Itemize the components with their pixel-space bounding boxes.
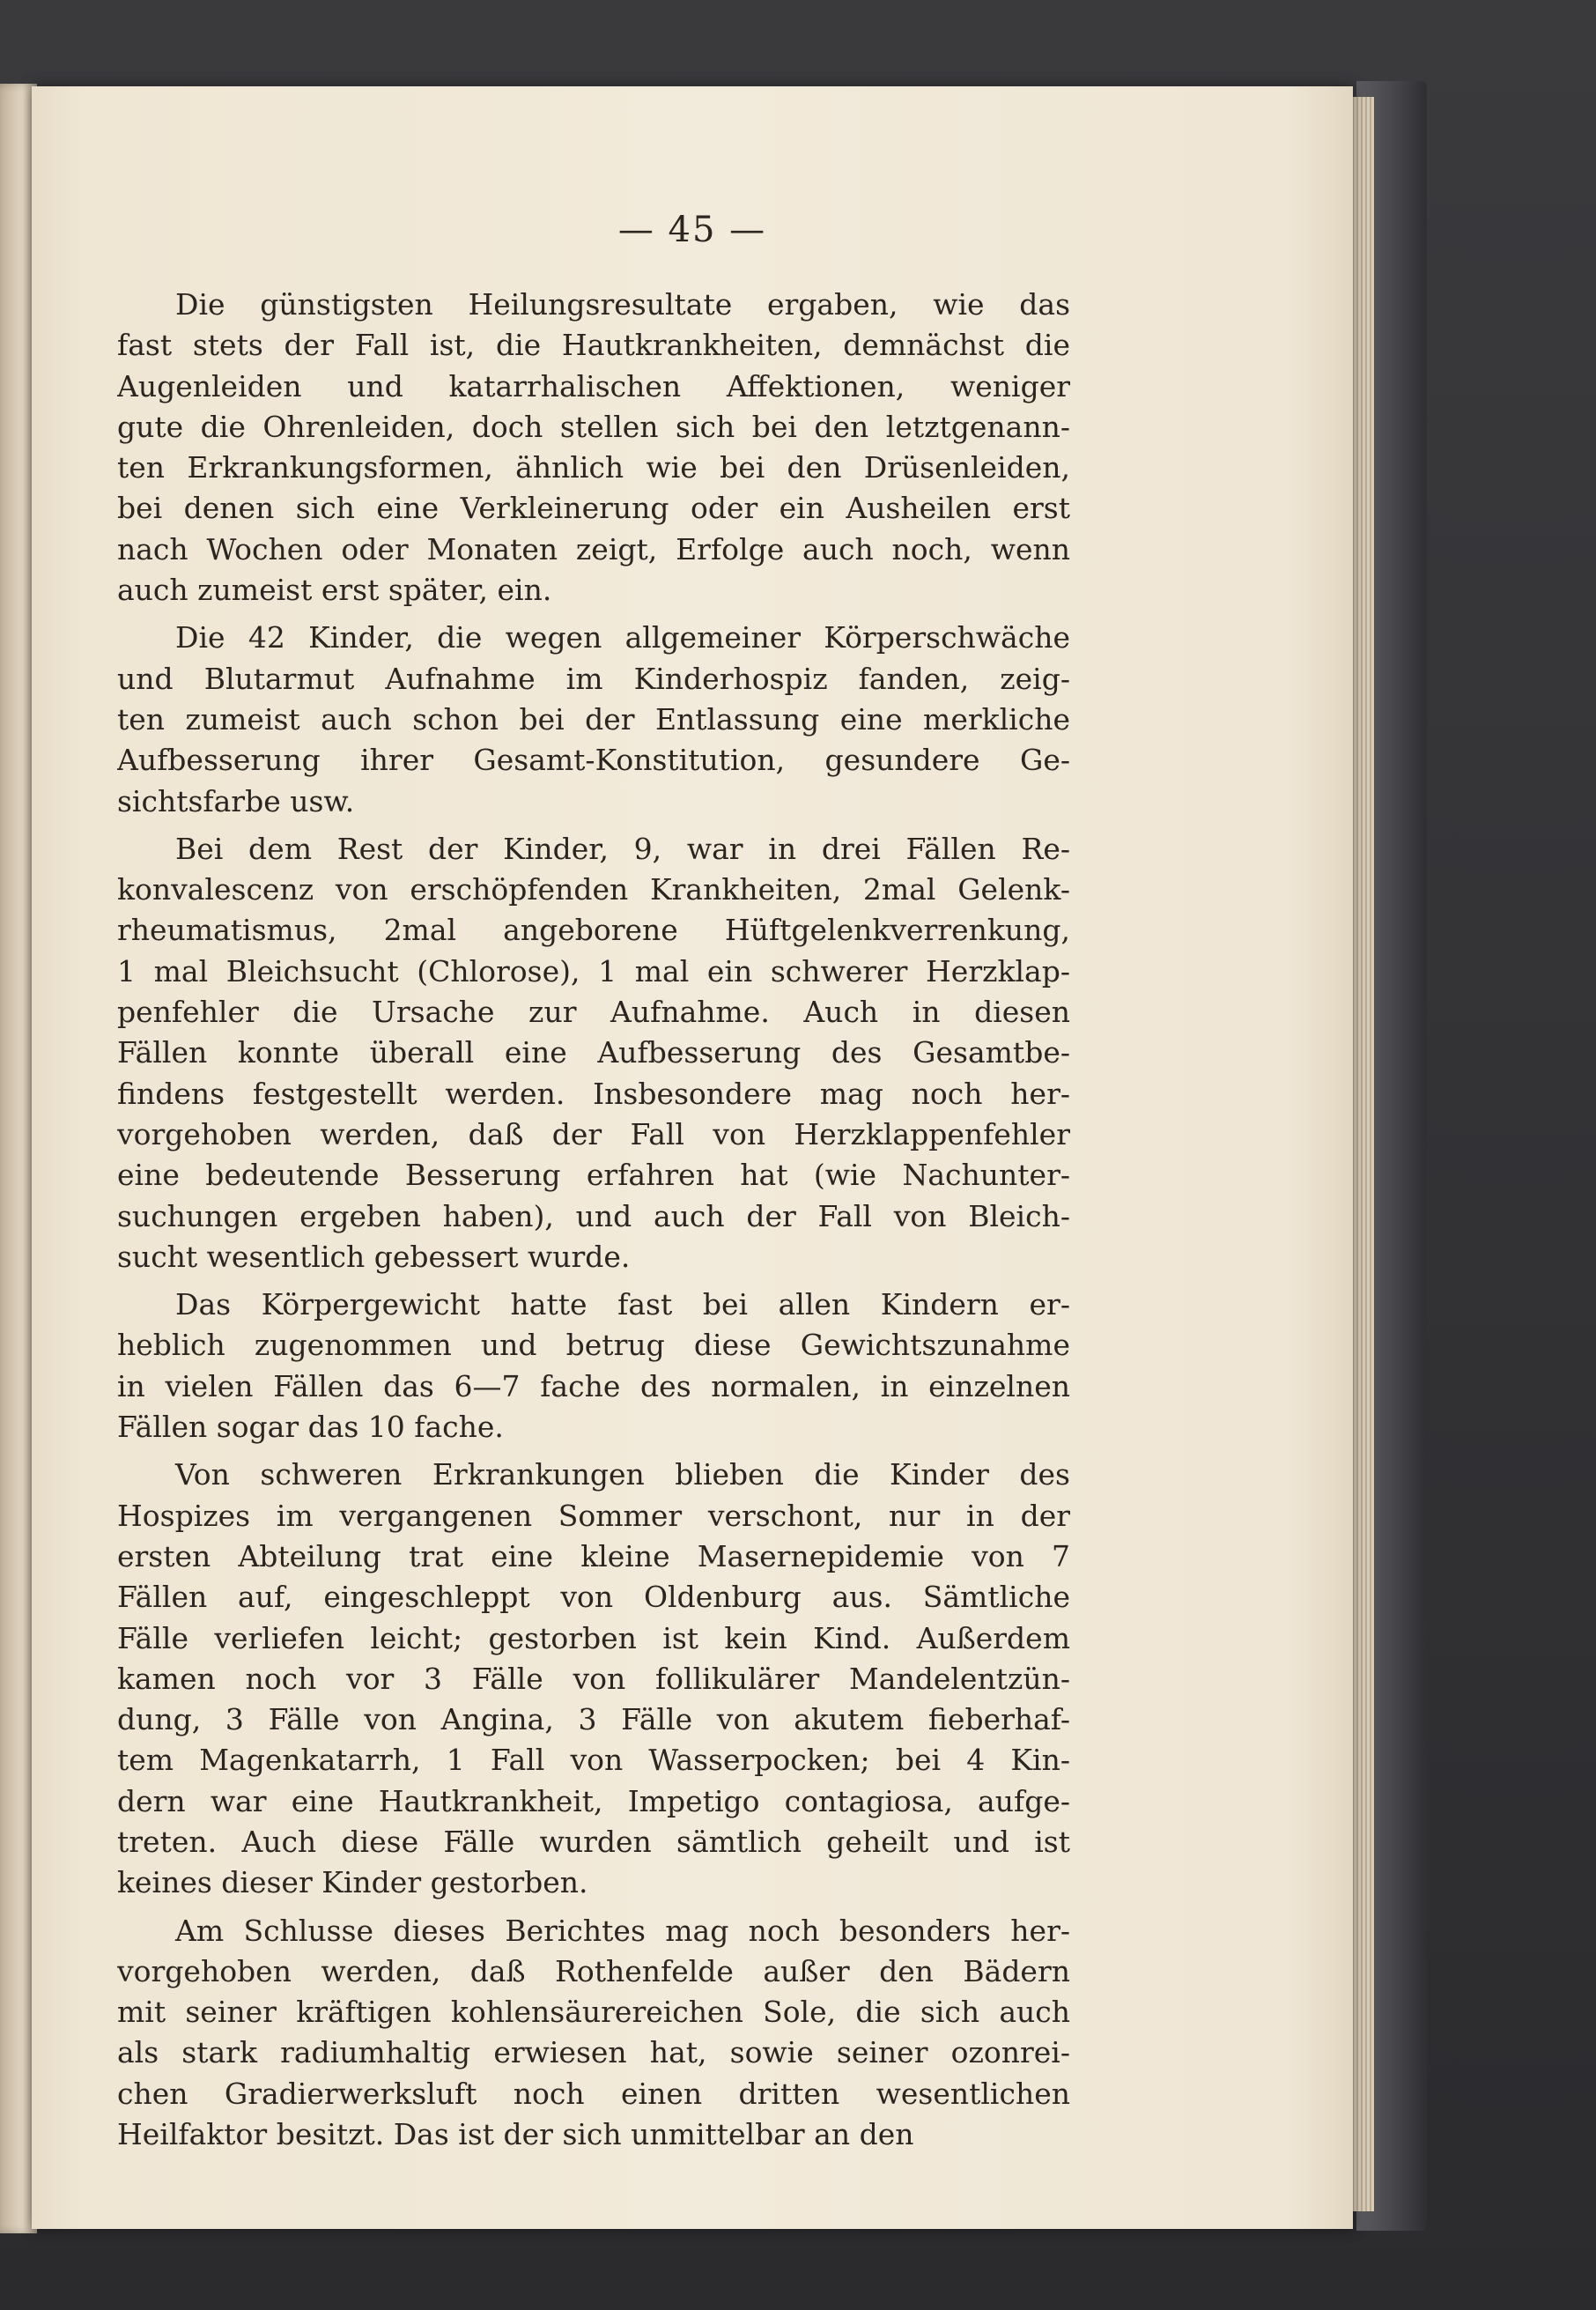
paragraph xyxy=(117,829,1070,1277)
text-line: konvalescenz von erschöpfenden Krankheiten, 2mal Gelenk- xyxy=(117,872,1070,907)
text-line: Fällen konnte überall eine Aufbesserung des Gesamtbe- xyxy=(117,1035,1070,1070)
text-line: rheumatismus, 2mal angeborene Hüftgelenkverrenkung, xyxy=(117,913,1070,948)
page-number: — 45 — xyxy=(617,210,767,250)
text-line: dern war eine Hautkrankheit, Impetigo contagiosa, aufge- xyxy=(117,1783,1070,1818)
text-line: heblich zugenommen und betrug diese Gewichtszunahme xyxy=(117,1328,1070,1363)
text-line: ten zumeist auch schon bei der Entlassung eine merkliche xyxy=(117,701,1070,737)
text-line: Fällen auf, eingeschleppt von Oldenburg aus. Sämtliche xyxy=(117,1580,1070,1615)
paragraph xyxy=(117,1285,1070,1447)
text-line: tem Magenkatarrh, 1 Fall von Wasserpocken; bei 4 Kin- xyxy=(117,1743,1070,1778)
text-line: sucht wesentlich gebessert wurde. xyxy=(117,1239,631,1274)
text-line: Die 42 Kinder, die wegen allgemeiner Körperschwäche xyxy=(175,620,1070,655)
text-line: bei denen sich eine Verkleinerung oder ein Ausheilen erst xyxy=(117,491,1070,526)
text-line: Heilfaktor besitzt. Das ist der sich unmittelbar an den xyxy=(117,2117,914,2152)
text-line: Hospizes im vergangenen Sommer verschont, nur in der xyxy=(117,1498,1070,1533)
text-line: dung, 3 Fälle von Angina, 3 Fälle von akutem fieberhaf- xyxy=(117,1702,1070,1737)
text-line: Aufbesserung ihrer Gesamt-Konstitution, gesundere Ge- xyxy=(117,743,1070,778)
text-line: mit seiner kräftigen kohlensäurereichen Sole, die sich auch xyxy=(117,1995,1070,2030)
text-line: findens festgestellt werden. Insbesondere mag noch her- xyxy=(117,1076,1070,1111)
text-line: suchungen ergeben haben), und auch der Fall von Bleich- xyxy=(117,1198,1070,1233)
text-line: gute die Ohrenleiden, doch stellen sich bei den letztgenann- xyxy=(117,409,1070,444)
book-page xyxy=(32,86,1353,2229)
text-line: Augenleiden und katarrhalischen Affektionen, weniger xyxy=(117,368,1070,404)
text-line: keines dieser Kinder gestorben. xyxy=(117,1865,588,1900)
text-line: als stark radiumhaltig erwiesen hat, sowie seiner ozonrei- xyxy=(117,2035,1070,2070)
text-line: sichtsfarbe usw. xyxy=(117,783,355,818)
body-text xyxy=(117,285,1070,2162)
text-line: Fällen sogar das 10 fache. xyxy=(117,1410,504,1445)
text-line: Von schweren Erkrankungen blieben die Kinder des xyxy=(175,1457,1070,1492)
text-line: Fälle verliefen leicht; gestorben ist kein Kind. Außerdem xyxy=(117,1620,1070,1655)
text-line: in vielen Fällen das 6—7 fache des normalen, in einzelnen xyxy=(117,1368,1070,1403)
paragraph xyxy=(117,1455,1070,1903)
text-line: 1 mal Bleichsucht (Chlorose), 1 mal ein schwerer Herzklap- xyxy=(117,953,1070,988)
text-line: Die günstigsten Heilungsresultate ergaben, wie das xyxy=(175,287,1070,322)
paragraph xyxy=(117,618,1070,821)
text-line: auch zumeist erst später, ein. xyxy=(117,573,552,608)
text-line: fast stets der Fall ist, die Hautkrankheiten, demnächst die xyxy=(117,328,1070,363)
paragraph xyxy=(117,1911,1070,2156)
text-line: Das Körpergewicht hatte fast bei allen Kindern er- xyxy=(175,1287,1070,1322)
text-line: kamen noch vor 3 Fälle von follikulärer Mandelentzün- xyxy=(117,1661,1070,1696)
text-line: Am Schlusse dieses Berichtes mag noch besonders her- xyxy=(175,1913,1070,1948)
text-line: ersten Abteilung trat eine kleine Masernepidemie von 7 xyxy=(117,1538,1070,1573)
text-line: nach Wochen oder Monaten zeigt, Erfolge auch noch, wenn xyxy=(117,531,1070,566)
paragraph xyxy=(117,285,1070,611)
text-line: Bei dem Rest der Kinder, 9, war in drei Fällen Re- xyxy=(175,831,1070,866)
text-line: eine bedeutende Besserung erfahren hat (wie Nachunter- xyxy=(117,1158,1070,1193)
text-line: und Blutarmut Aufnahme im Kinderhospiz fanden, zeig- xyxy=(117,661,1070,696)
text-line: vorgehoben werden, daß Rothenfelde außer den Bädern xyxy=(117,1953,1070,1988)
text-line: treten. Auch diese Fälle wurden sämtlich geheilt und ist xyxy=(117,1824,1070,1859)
text-line: vorgehoben werden, daß der Fall von Herzklappenfehler xyxy=(117,1116,1070,1151)
text-line: penfehler die Ursache zur Aufnahme. Auch in diesen xyxy=(117,995,1070,1030)
text-line: ten Erkrankungsformen, ähnlich wie bei den Drüsenleiden, xyxy=(117,450,1070,485)
text-line: chen Gradierwerksluft noch einen dritten wesentlichen xyxy=(117,2076,1070,2111)
